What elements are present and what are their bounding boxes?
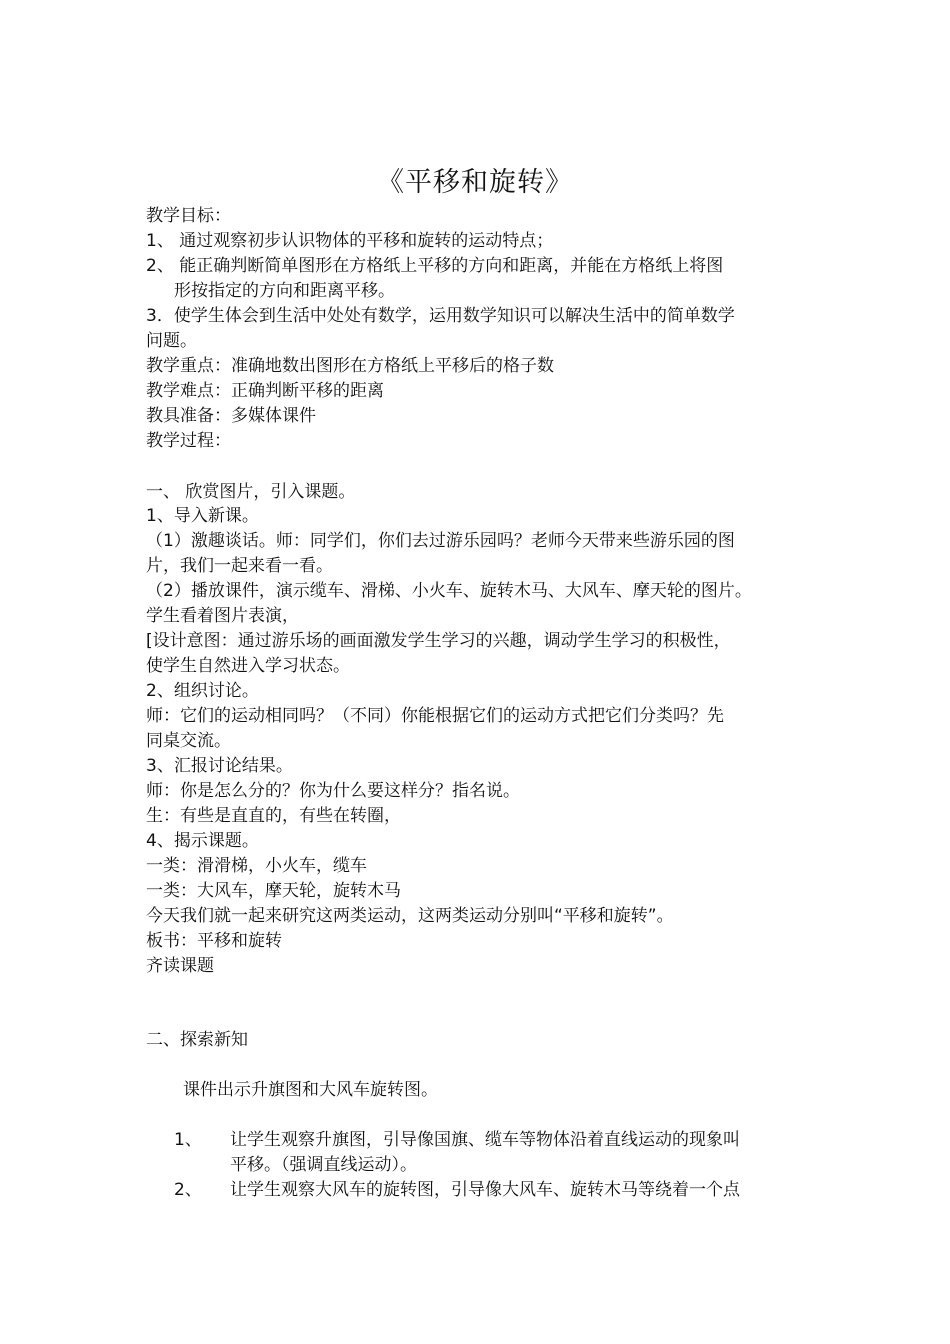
- objective-3-cont: 问题。: [146, 331, 197, 351]
- section-2-heading: 二、探索新知: [146, 1030, 248, 1050]
- objective-3: 3．使学生体会到生活中处处有数学，运用数学知识可以解决生活中的简单数学: [146, 306, 735, 326]
- objectives-heading: 教学目标：: [146, 206, 231, 226]
- list-item-text: 让学生观察大风车的旋转图，引导像大风车、旋转木马等绕着一个点: [230, 1180, 740, 1200]
- step-2: 2、组织讨论。: [146, 681, 259, 701]
- category-line: 一类：滑滑梯，小火车，缆车: [146, 856, 367, 876]
- list-item-text: 平移。（强调直线运动）。: [230, 1155, 417, 1175]
- paragraph-line: 使学生自然进入学习状态。: [146, 656, 350, 676]
- paragraph-line: 师：它们的运动相同吗？（不同）你能根据它们的运动方式把它们分类吗？先: [146, 706, 724, 726]
- paragraph-line: （1）激趣谈话。师：同学们，你们去过游乐园吗？老师今天带来些游乐园的图: [146, 531, 735, 551]
- paragraph-line: [设计意图：通过游乐场的画面激发学生学习的兴趣，调动学生学习的积极性，: [146, 631, 731, 651]
- teaching-aids: 教具准备：多媒体课件: [146, 406, 316, 426]
- paragraph-line: 课件出示升旗图和大风车旋转图。: [183, 1080, 438, 1100]
- objective-1: 1、 通过观察初步认识物体的平移和旋转的运动特点；: [146, 231, 554, 251]
- objective-2: 2、 能正确判断简单图形在方格纸上平移的方向和距离，并能在方格纸上将图: [146, 256, 724, 276]
- paragraph-line: 生：有些是直直的，有些在转圈，: [146, 806, 401, 826]
- paragraph-line: （2）播放课件，演示缆车、滑梯、小火车、旋转木马、大风车、摩天轮的图片。: [146, 581, 752, 601]
- category-line: 一类：大风车，摩天轮，旋转木马: [146, 881, 401, 901]
- paragraph-line: 今天我们就一起来研究这两类运动，这两类运动分别叫“平移和旋转”。: [146, 906, 674, 926]
- section-1-heading: 一、 欣赏图片，引入课题。: [146, 482, 356, 502]
- list-number: 2、: [174, 1180, 202, 1200]
- paragraph-line: 齐读课题: [146, 956, 214, 976]
- difficult-point: 教学难点：正确判断平移的距离: [146, 381, 384, 401]
- paragraph-line: 片，我们一起来看一看。: [146, 556, 333, 576]
- paragraph-line: 师：你是怎么分的？你为什么要这样分？指名说。: [146, 781, 520, 801]
- process-heading: 教学过程：: [146, 431, 231, 451]
- step-3: 3、汇报讨论结果。: [146, 756, 293, 776]
- blackboard-line: 板书：平移和旋转: [146, 931, 282, 951]
- step-4: 4、揭示课题。: [146, 831, 259, 851]
- objective-2-cont: 形按指定的方向和距离平移。: [174, 281, 395, 301]
- list-number: 1、: [174, 1130, 202, 1150]
- page-title: 《平移和旋转》: [377, 167, 573, 198]
- paragraph-line: 同桌交流。: [146, 731, 231, 751]
- list-item-text: 让学生观察升旗图，引导像国旗、缆车等物体沿着直线运动的现象叫: [230, 1130, 740, 1150]
- step-1: 1、导入新课。: [146, 506, 259, 526]
- key-point: 教学重点：准确地数出图形在方格纸上平移后的格子数: [146, 356, 554, 376]
- paragraph-line: 学生看着图片表演，: [146, 606, 299, 626]
